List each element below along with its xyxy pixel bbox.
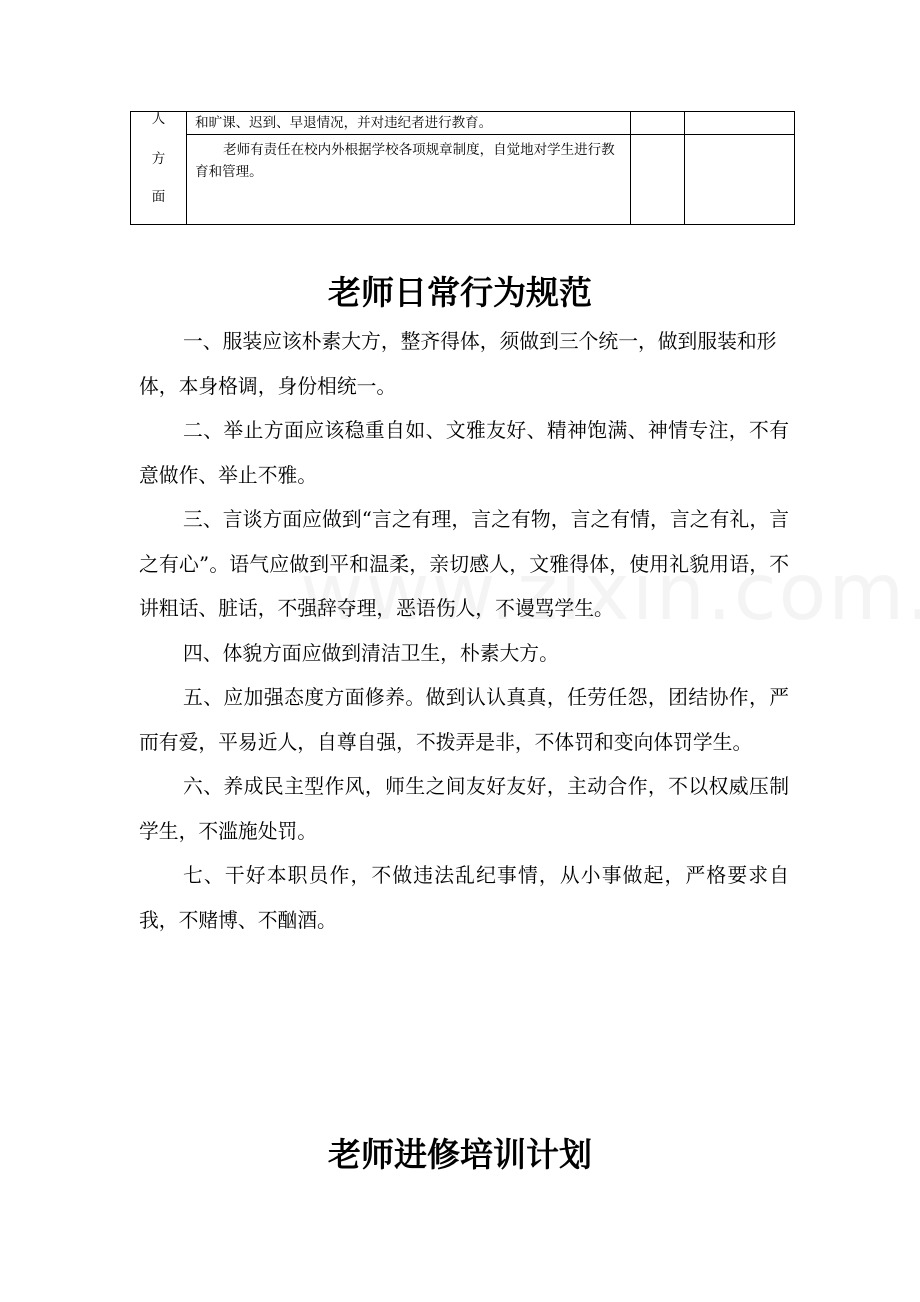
paragraph: 六、养成民主型作风，师生之间友好友好，主动合作，不以权威压制学生，不滥施处罚。 (139, 775, 789, 843)
section-heading-training: 老师进修培训计划 (328, 1135, 592, 1174)
table-cell-empty (684, 135, 794, 225)
paragraph: 体，本身格调，身份相统一。 (139, 374, 397, 398)
table-row (131, 112, 795, 135)
table-cell-empty (630, 135, 684, 225)
table-cell-text: 和旷课、迟到、早退情况，并对违纪者进行教育。 (195, 115, 493, 131)
table-cell (187, 112, 631, 135)
paragraph: 四、体貌方面应做到清洁卫生，朴素大方。 (183, 641, 559, 665)
section-heading-conduct: 老师日常行为规范 (328, 273, 592, 312)
paragraph: 三、言谈方面应做到“言之有理，言之有物，言之有情，言之有礼，言之有心”。语气应做到平和温柔，亲切感人，文雅得体，使用礼貌用语，不讲粗话、脏话，不强辞夺理，恶语伤人，不谩骂学生。 (139, 508, 789, 620)
table-cell-text: 老师有责任在校内外根据学校各项规章制度，自觉地对学生进行教育和管理。 (195, 142, 615, 180)
side-char: 人 (151, 111, 166, 127)
paragraph: 一、服装应该朴素大方，整齐得体，须做到三个统一，做到服装和形 (183, 330, 777, 353)
table-cell-empty (630, 112, 684, 135)
table-side-label (131, 112, 187, 225)
paragraph: 五、应加强态度方面修养。做到认认真真，任劳任怨，团结协作，严而有爱，平易近人，自尊自强，不拨弄是非，不体罚和变向体罚学生。 (139, 686, 789, 754)
duty-table (130, 111, 795, 225)
table-row (131, 135, 795, 225)
paragraph: 二、举止方面应该稳重自如、文雅友好、精神饱满、神情专注，不有意做作、举止不雅。 (139, 419, 789, 487)
side-char: 方 (151, 151, 166, 167)
paragraph: 七、干好本职员作，不做违法乱纪事情，从小事做起，严格要求自我，不赌博、不酗酒。 (139, 864, 789, 932)
side-char: 面 (151, 189, 166, 205)
table-cell-empty (684, 112, 794, 135)
conduct-rules (139, 320, 789, 943)
table-cell (187, 135, 631, 225)
